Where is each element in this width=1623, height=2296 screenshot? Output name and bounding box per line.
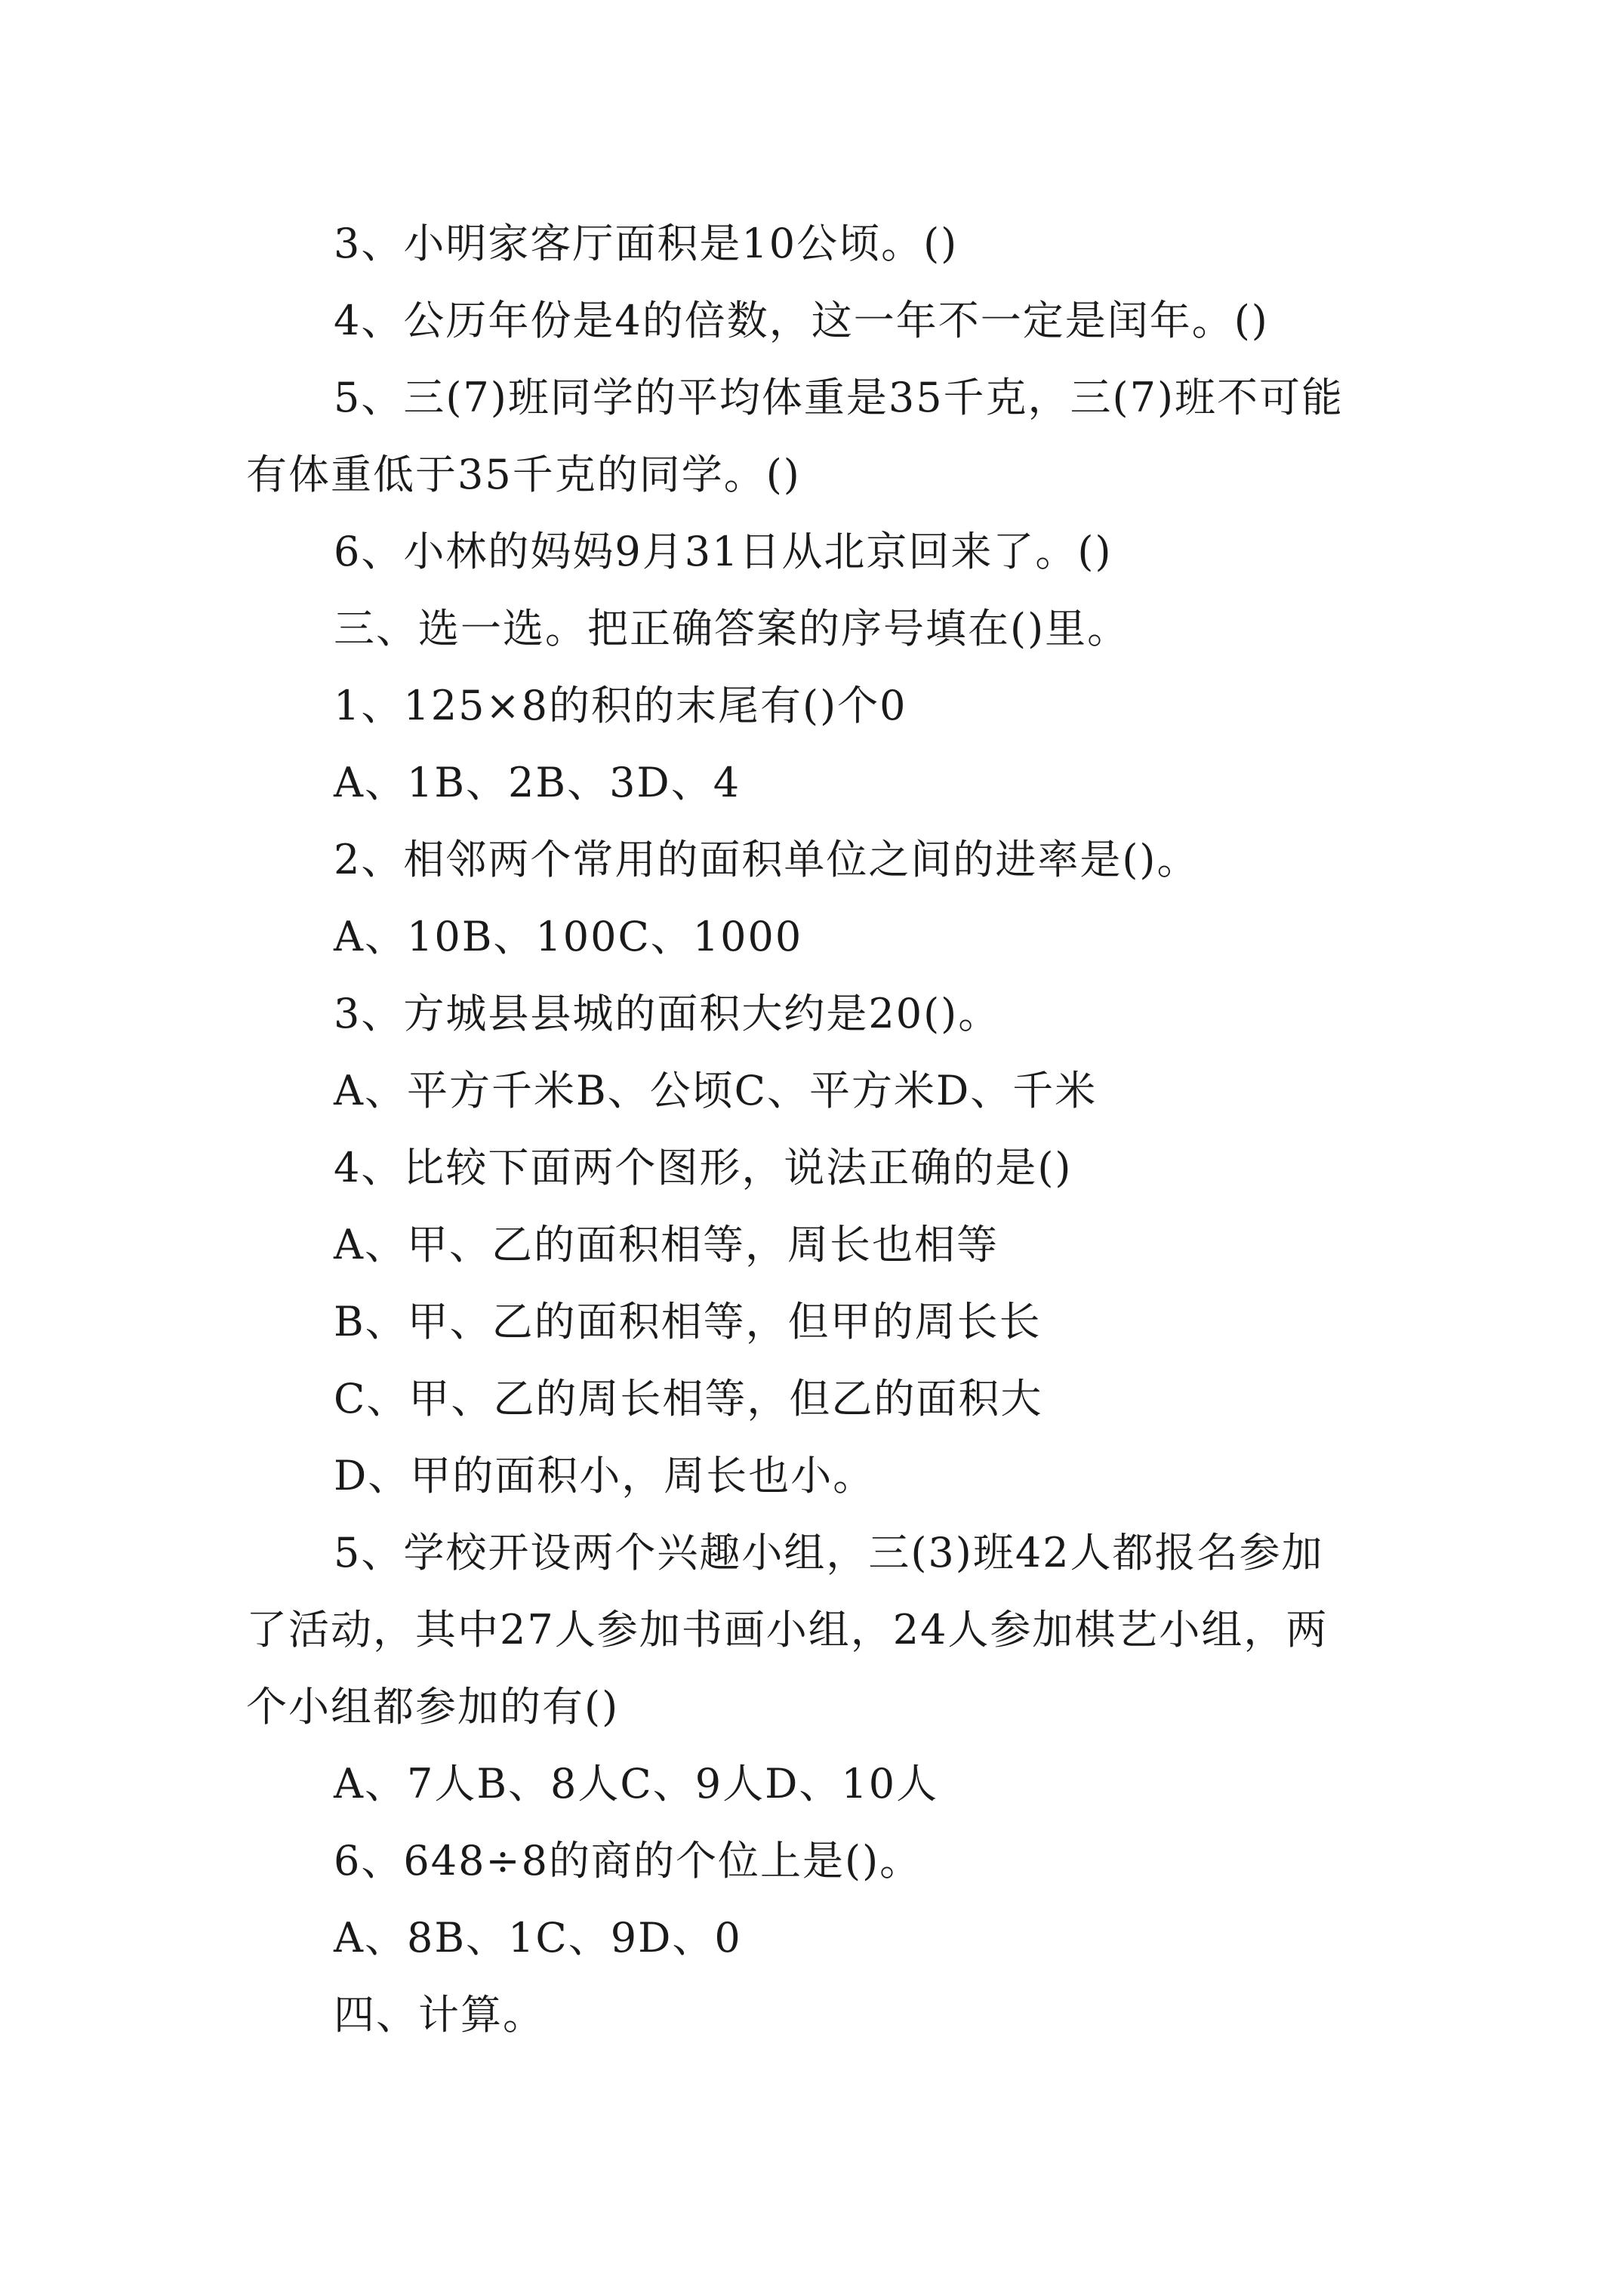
choice-options-6: A、8B、1C、9D、0 [334,1914,742,1962]
choice-options-3: A、平方千米B、公顷C、平方米D、千米 [334,1067,1098,1114]
question-6-line: 6、小林的妈妈9月31日从北京回来了。() [334,528,1113,575]
choice-option-4d: D、甲的面积小，周长也小。 [334,1452,876,1499]
choice-option-4a: A、甲、乙的面积相等，周长也相等 [334,1221,999,1268]
document-body [246,205,1394,2054]
choice-options-5: A、7人B、8人C、9人D、10人 [334,1760,939,1808]
choice-option-4c: C、甲、乙的周长相等，但乙的面积大 [334,1375,1043,1422]
question-5-continuation: 有体重低于35千克的同学。() [246,451,801,498]
choice-options-2: A、10B、100C、1000 [334,913,803,960]
choice-question-3: 3、方城县县城的面积大约是20()。 [334,990,1001,1037]
section-3-heading: 三、选一选。把正确答案的序号填在()里。 [334,605,1130,652]
choice-options-1: A、1B、2B、3D、4 [334,759,741,806]
choice-question-2: 2、相邻两个常用的面积单位之间的进率是()。 [334,836,1200,883]
choice-question-5-continuation-1: 了活动，其中27人参加书画小组，24人参加棋艺小组，两 [246,1606,1329,1653]
choice-option-4b: B、甲、乙的面积相等，但甲的周长长 [334,1298,1042,1345]
question-3-line: 3、小明家客厅面积是10公顷。() [334,220,959,267]
choice-question-6: 6、648÷8的商的个位上是()。 [334,1837,922,1885]
choice-question-1: 1、125×8的积的末尾有()个0 [334,682,907,729]
question-5-line: 5、三(7)班同学的平均体重是35千克，三(7)班不可能 [334,374,1344,421]
choice-question-5: 5、学校开设两个兴趣小组，三(3)班42人都报名参加 [334,1529,1324,1576]
choice-question-5-continuation-2: 个小组都参加的有() [246,1683,620,1730]
choice-question-4: 4、比较下面两个图形，说法正确的是() [334,1144,1073,1191]
section-4-heading: 四、计算。 [334,1991,545,2039]
question-4-line: 4、公历年份是4的倍数，这一年不一定是闰年。() [334,297,1269,344]
